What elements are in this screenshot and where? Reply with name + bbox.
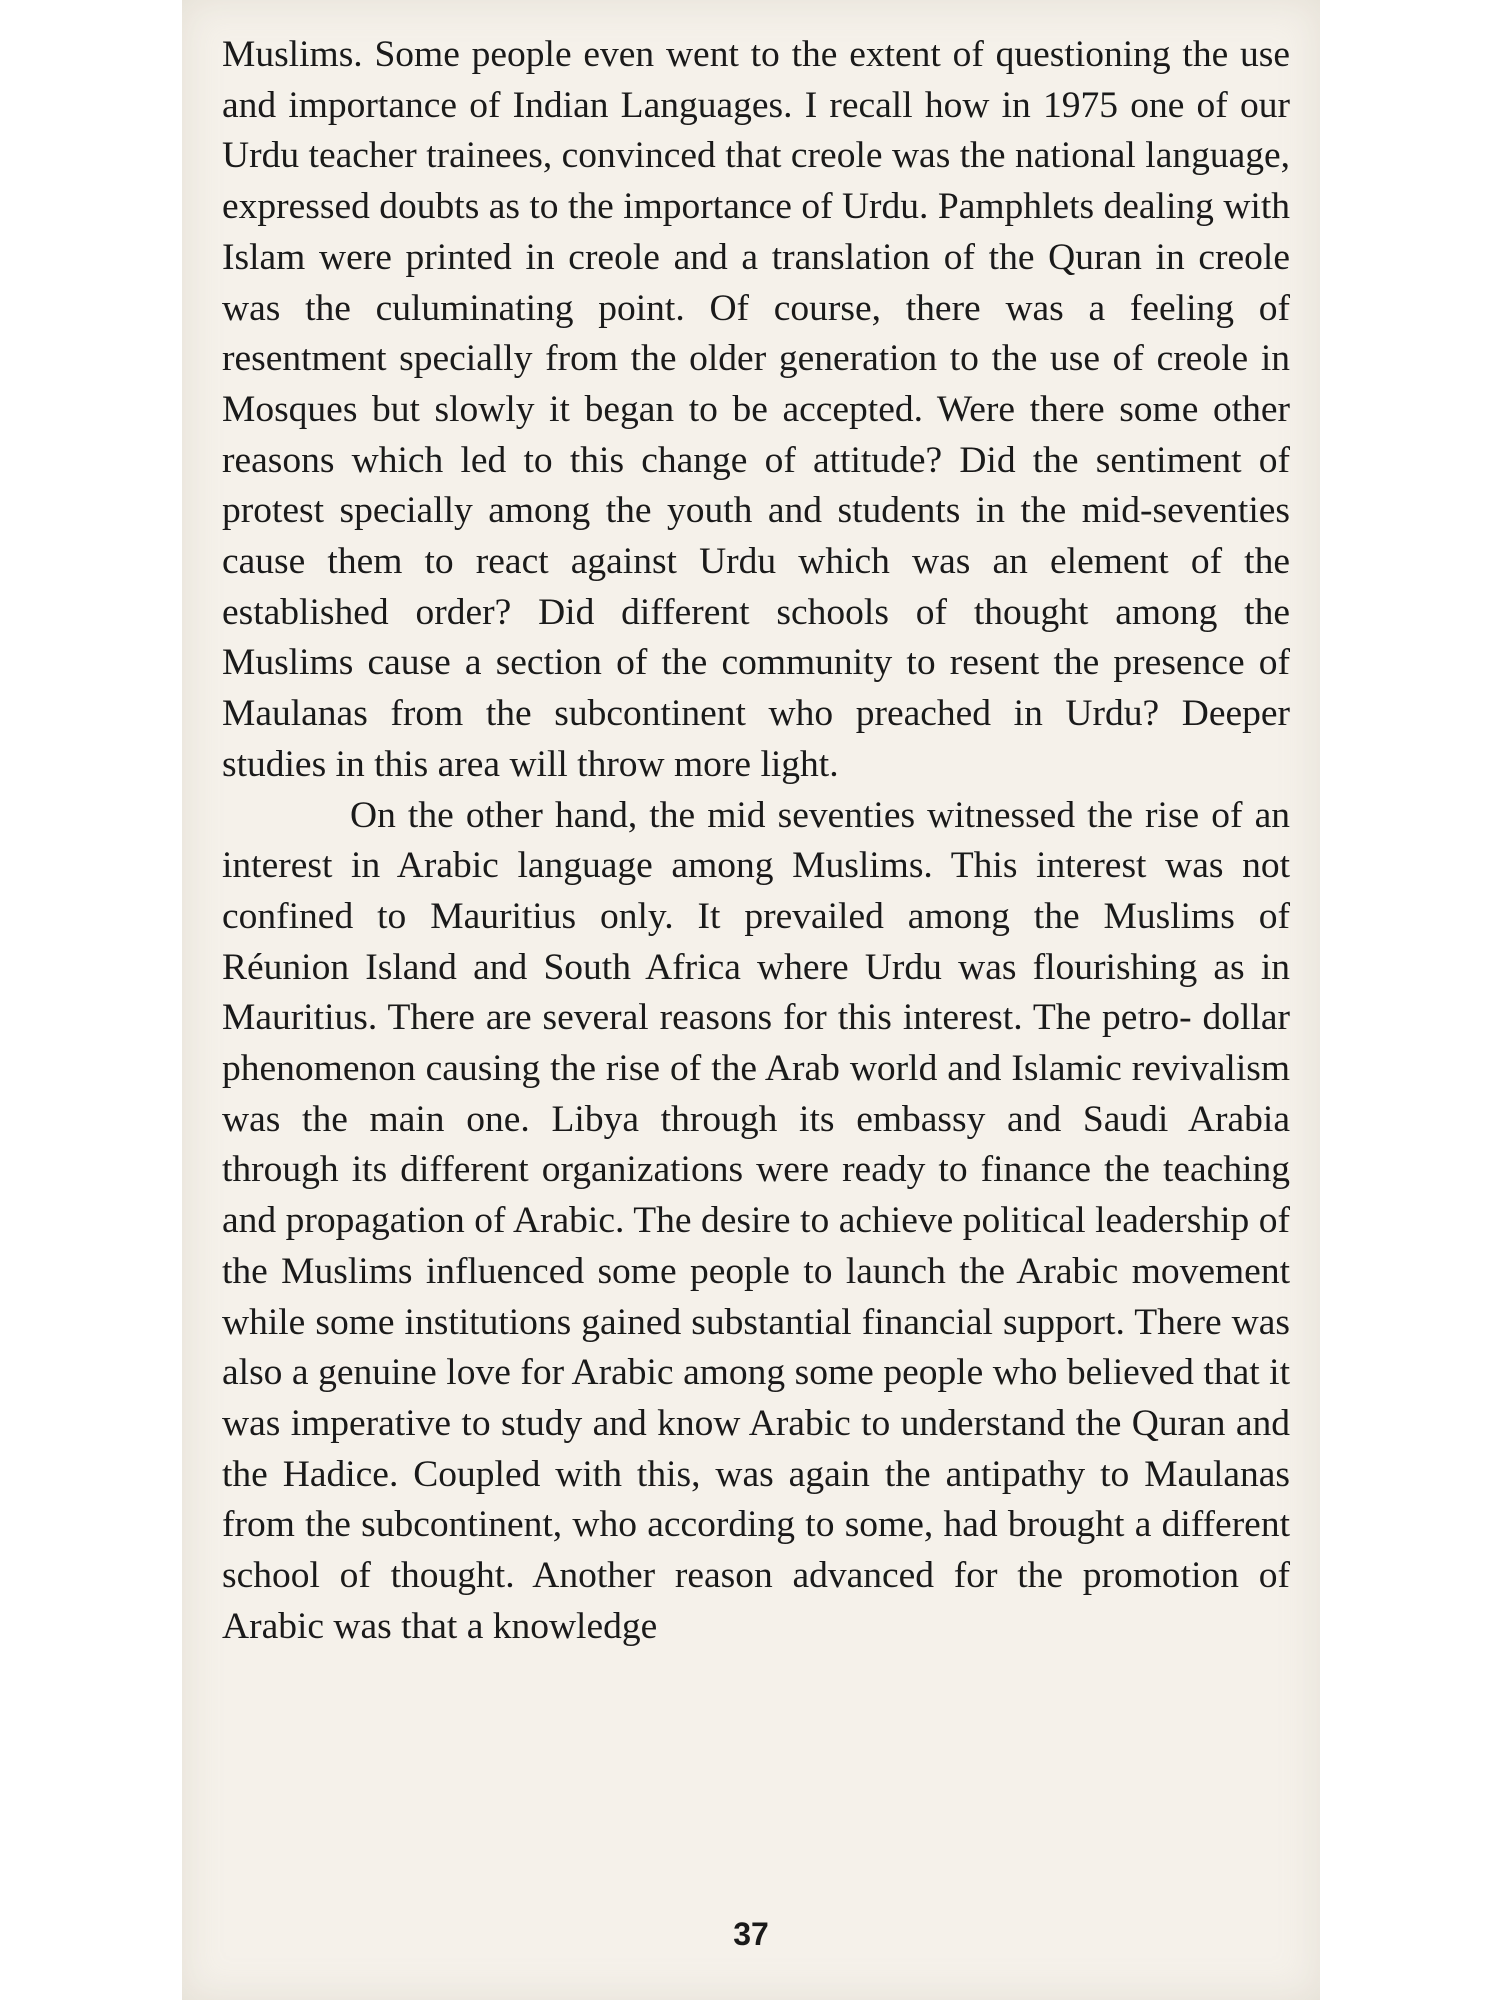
book-page <box>182 0 1320 2000</box>
page-number: 37 <box>733 1916 769 1952</box>
paragraph-2: On the other hand, the mid seventies witnessed the rise of an interest in Arabic language among Muslims. This interest was not confined to Mauritius only. It prevailed among the Muslims of Réunion Island and South Africa where Urdu was flourishing as in Mauritius. There are several reasons for this interest. The petro- dollar phenomenon causing the rise of the Arab world and Islamic revivalism was the main one. Libya through its embassy and Saudi Arabia through its different organizations were ready to finance the teaching and propagation of Arabic. The desire to achieve political leadership of the Muslims influenced some people to launch the Arabic movement while some institutions gained substantial financial support. There was also a genuine love for Arabic among some people who believed that it was imperative to study and know Arabic to understand the Quran and the Hadice. Coupled with this, was again the antipathy to Maulanas from the subcontinent, who according to some, had brought a different school of thought. Another reason advanced for the promotion of Arabic was that a knowledge <box>222 794 1290 1647</box>
paragraph-1: Muslims. Some people even went to the extent of questioning the use and importance of Indian Languages. I recall how in 1975 one of our Urdu teacher trainees, convinced that creole was the national language, expressed doubts as to the importance of Urdu. Pamphlets dealing with Islam were printed in creole and a translation of the Quran in creole was the culuminating point. Of course, there was a feeling of resentment specially from the older generation to the use of creole in Mosques but slowly it began to be accepted. Were there some other reasons which led to this change of attitude? Did the sentiment of protest specially among the youth and students in the mid-seventies cause them to react against Urdu which was an element of the established order? Did different schools of thought among the Muslims cause a section of the community to resent the presence of Maulanas from the subcontinent who preached in Urdu? Deeper studies in this area will throw more light. <box>222 34 1290 785</box>
body-text <box>222 30 1290 1653</box>
